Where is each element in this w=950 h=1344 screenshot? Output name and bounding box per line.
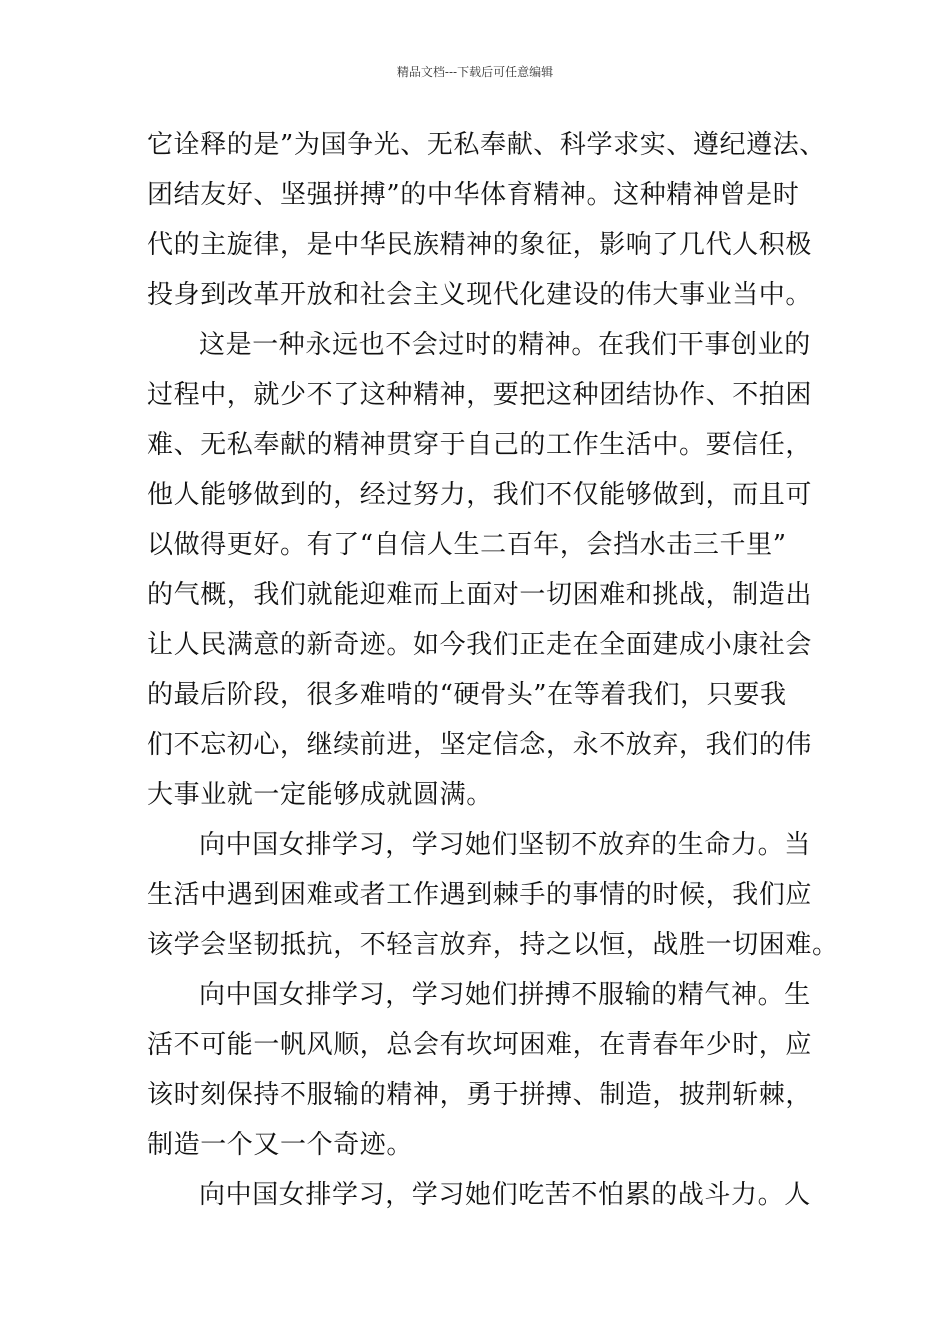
- text-line: 向中国女排学习，学习她们吃苦不怕累的战斗力。人: [199, 1180, 811, 1210]
- page-header: 精品文档---下载后可任意编辑: [396, 65, 554, 79]
- text-line: 制造一个又一个奇迹。: [147, 1130, 414, 1160]
- text-line: 该学会坚韧抵抗，不轻言放弃，持之以恒，战胜一切困难。: [147, 930, 839, 960]
- text-line: 的最后阶段，很多难啃的“硬骨头”在等着我们，只要我: [147, 680, 787, 710]
- text-line: 代的主旋律，是中华民族精神的象征，影响了几代人积极: [147, 230, 813, 260]
- paragraph: [147, 820, 839, 970]
- text-line: 们不忘初心，继续前进，坚定信念，永不放弃，我们的伟: [147, 730, 813, 760]
- text-line: 大事业就一定能够成就圆满。: [147, 780, 493, 810]
- text-line: 投身到改革开放和社会主义现代化建设的伟大事业当中。: [147, 280, 813, 310]
- text-line: 难、无私奉献的精神贯穿于自己的工作生活中。要信任，: [147, 430, 813, 460]
- text-line: 团结友好、坚强拼搏”的中华体育精神。这种精神曾是时: [147, 180, 800, 210]
- paragraph: [147, 120, 826, 320]
- text-line: 该时刻保持不服输的精神，勇于拼搏、制造，披荆斩棘，: [147, 1080, 813, 1110]
- text-line: 活不可能一帆风顺，总会有坎坷困难，在青春年少时，应: [147, 1030, 813, 1060]
- paragraph: [147, 970, 813, 1170]
- text-line: 它诠释的是”为国争光、无私奉献、科学求实、遵纪遵法、: [147, 130, 826, 160]
- text-line: 向中国女排学习，学习她们坚韧不放弃的生命力。当: [199, 830, 811, 860]
- paragraph: [147, 1170, 811, 1220]
- document-body: [147, 120, 839, 1220]
- text-line: 的气概，我们就能迎难而上面对一切困难和挑战，制造出: [147, 580, 813, 610]
- text-line: 过程中，就少不了这种精神，要把这种团结协作、不拍困: [147, 380, 813, 410]
- text-line: 生活中遇到困难或者工作遇到棘手的事情的时候，我们应: [147, 880, 813, 910]
- text-line: 这是一种永远也不会过时的精神。在我们干事创业的: [199, 330, 811, 360]
- paragraph: [147, 320, 813, 820]
- text-line: 向中国女排学习，学习她们拼搏不服输的精气神。生: [199, 980, 811, 1010]
- text-line: 让人民满意的新奇迹。如今我们正走在全面建成小康社会: [147, 630, 813, 660]
- text-line: 他人能够做到的，经过努力，我们不仅能够做到，而且可: [147, 480, 813, 510]
- text-line: 以做得更好。有了“自信人生二百年，会挡水击三千里”: [147, 530, 787, 560]
